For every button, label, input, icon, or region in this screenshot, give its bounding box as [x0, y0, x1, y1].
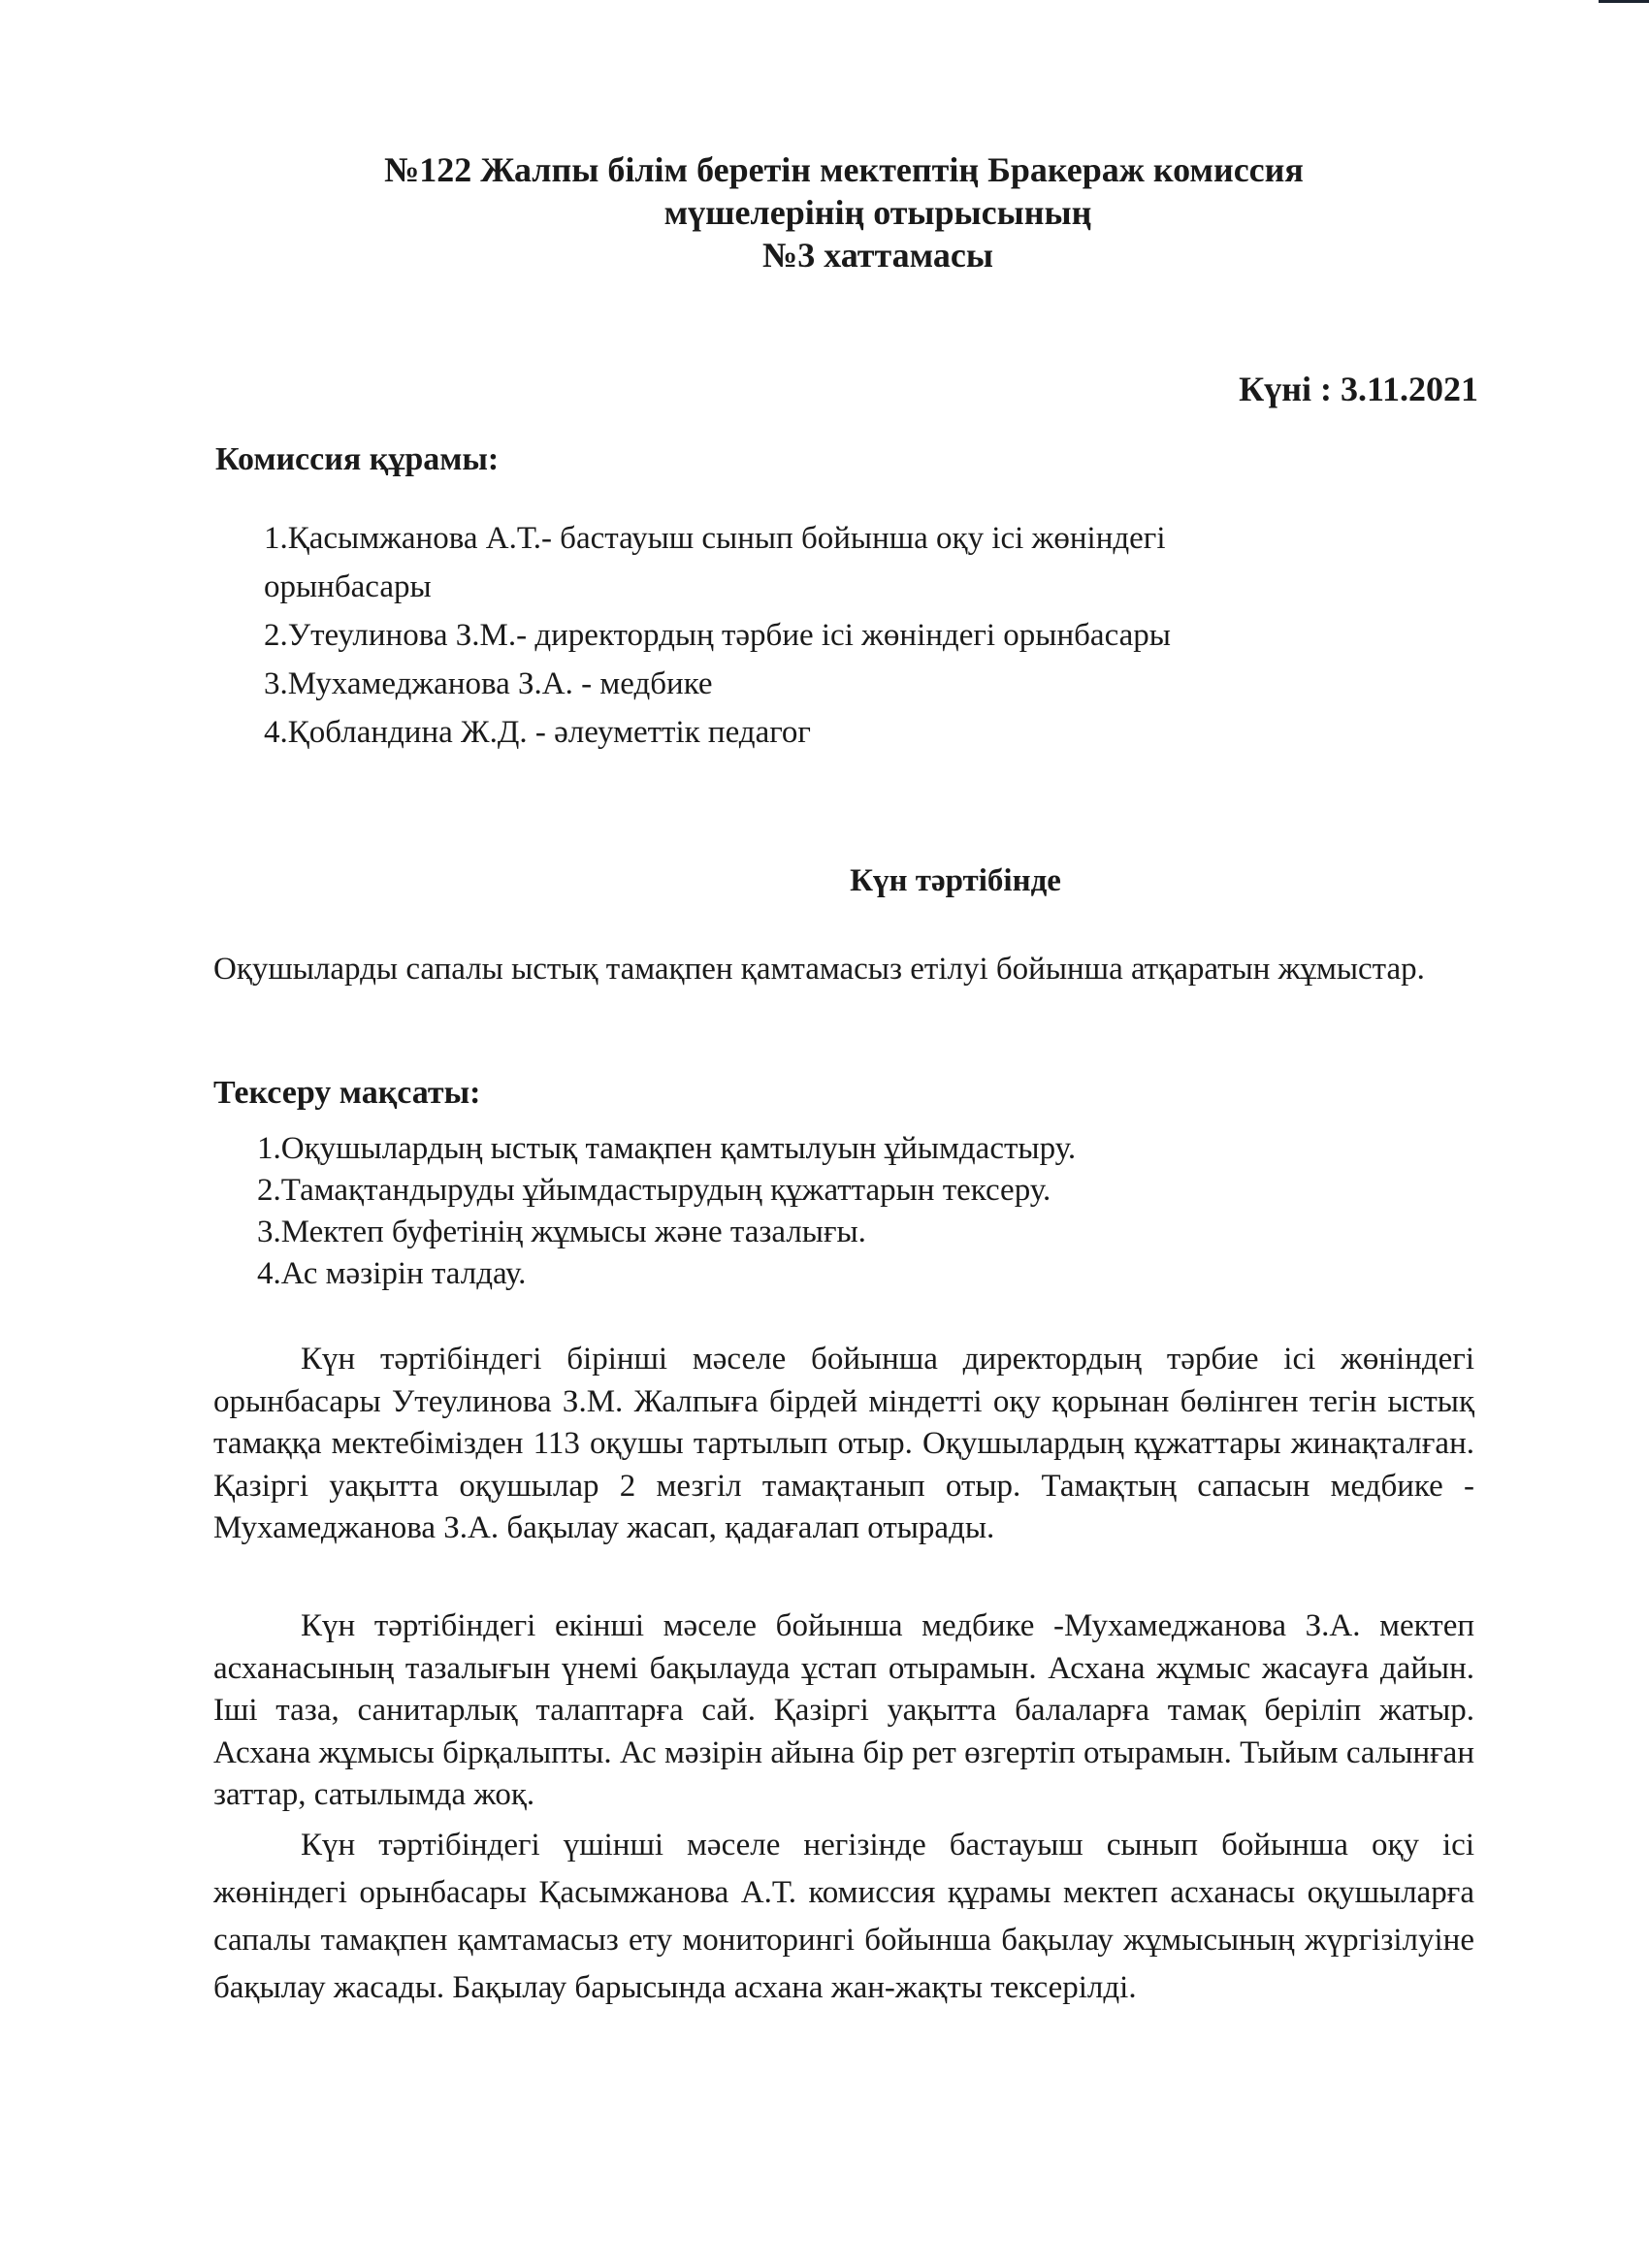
- committee-heading: Комиссия құрамы:: [215, 441, 500, 477]
- agenda-heading: Күн тәртібінде: [850, 863, 1061, 898]
- goal-item: 4.Ас мәзірін талдау.: [257, 1256, 527, 1291]
- committee-member: [264, 611, 1428, 660]
- committee-member: [264, 514, 1428, 611]
- committee-member-text-cont: орынбасары: [264, 569, 432, 604]
- scan-edge-shadow: [1599, 0, 1649, 3]
- goal-item: 1.Оқушылардың ыстық тамақпен қамтылуын ұйымдастыру.: [257, 1131, 1077, 1166]
- committee-member-text: 4.Қобландина Ж.Д. - әлеуметтік педагог: [264, 715, 811, 750]
- paragraph-text: Күн тәртібіндегі үшінші мәселе негізінде бастауыш сынып бойынша оқу ісі жөніндегі орынбасары Қасымжанова А.Т. комиссия құрамы мектеп асханасы оқушыларға сапалы тамақпен қамтамасыз ету мониторингі бойынша бақылау жұмысының жүргізілуіне бақылау жасады. Бақылау барысында асхана жан-жақты тексерілді.: [213, 1828, 1474, 2005]
- title-line-1: №122 Жалпы білім беретін мектептің Бракераж комиссия: [384, 150, 1304, 189]
- meeting-date: Күні : 3.11.2021: [1239, 370, 1478, 408]
- paragraph-third-issue: [213, 1822, 1474, 2012]
- committee-member: [264, 708, 1428, 757]
- document-title: [213, 148, 1474, 276]
- goals-list: [257, 1128, 1076, 1295]
- title-line-3: №3 хаттамасы: [762, 236, 993, 275]
- goal-item: 3.Мектеп буфетінің жұмысы және тазалығы.: [257, 1215, 866, 1249]
- goal-item: 2.Тамақтандыруды ұйымдастырудың құжаттарын тексеру.: [257, 1173, 1051, 1208]
- paragraph-first-issue: [213, 1339, 1474, 1550]
- agenda-text: Оқушыларды сапалы ыстық тамақпен қамтамасыз етілуі бойынша атқаратын жұмыстар.: [213, 952, 1425, 987]
- committee-member-text: 1.Қасымжанова А.Т.- бастауыш сынып бойынша оқу ісі жөніндегі: [264, 521, 1166, 556]
- committee-member-text: 3.Мухамеджанова З.А. - медбике: [264, 666, 713, 701]
- committee-member-text: 2.Утеулинова З.М.- директордың тәрбие ісі жөніндегі орынбасары: [264, 618, 1171, 653]
- committee-members-list: [264, 514, 1428, 757]
- paragraph-text: Күн тәртібіндегі екінші мәселе бойынша медбике -Мухамеджанова З.А. мектеп асханасының тазалығын үнемі бақылауда ұстап отырамын. Асхана жұмыс жасауға дайын. Іші таза, санитарлық талаптарға сай. Қазіргі уақытта балаларға тамақ беріліп жатыр. Асхана жұмысы бірқалыпты. Ас мәзірін айына бір рет өзгертіп отырамын. Тыйым салынған заттар, сатылымда жоқ.: [213, 1608, 1474, 1812]
- paragraph-text: Күн тәртібіндегі бірінші мәселе бойынша директордың тәрбие ісі жөніндегі орынбасары Утеулинова З.М. Жалпыға бірдей міндетті оқу қорынан бөлінген тегін ыстық тамаққа мектебімізден 113 оқушы тартылып отыр. Оқушылардың құжаттары жинақталған. Қазіргі уақытта оқушылар 2 мезгіл тамақтанып отыр. Тамақтың сапасын медбике - Мухамеджанова З.А. бақылау жасап, қадағалап отырады.: [213, 1342, 1474, 1545]
- committee-member: [264, 660, 1428, 708]
- title-line-2: мүшелерінің отырысының: [663, 193, 1092, 232]
- goals-heading: Тексеру мақсаты:: [213, 1075, 481, 1111]
- paragraph-second-issue: [213, 1605, 1474, 1817]
